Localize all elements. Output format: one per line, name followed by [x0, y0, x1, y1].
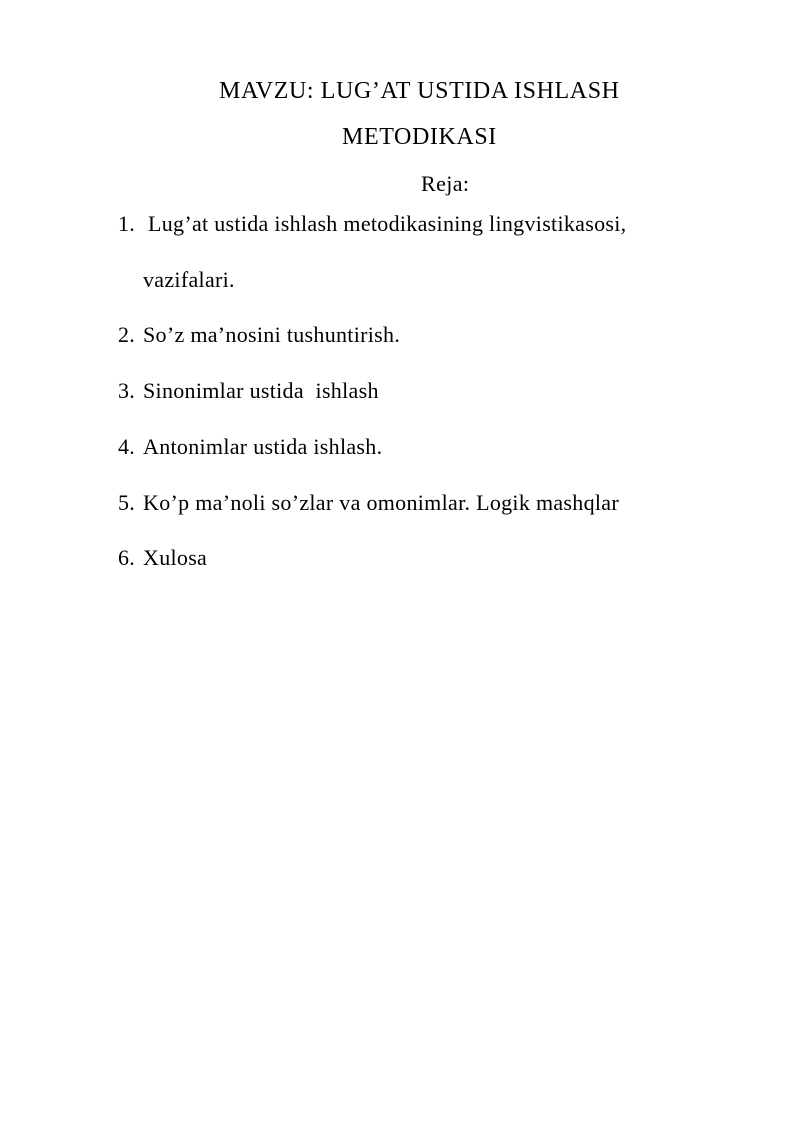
plan-item-text: Sinonimlar ustida ishlash: [143, 378, 379, 403]
plan-item-2: [118, 322, 400, 348]
page-title-continued: METODIKASI: [342, 124, 497, 150]
plan-item-4: [118, 434, 382, 460]
plan-item-text: Ko’p ma’noli so’zlar va omonimlar. Logik mashqlar: [143, 490, 619, 515]
plan-item-number: 1.: [118, 211, 136, 236]
plan-item-text: Lug’at ustida ishlash metodikasining lingvistikasosi,: [148, 211, 627, 236]
plan-item-5: [118, 490, 619, 516]
plan-item-number: 5.: [118, 490, 136, 515]
plan-item-1: [118, 211, 626, 237]
plan-item-number: 6.: [118, 545, 136, 570]
page-title: MAVZU: LUG’AT USTIDA ISHLASH: [219, 78, 620, 104]
plan-item-text: Xulosa: [143, 545, 208, 570]
plan-item-3: [118, 378, 379, 404]
plan-item-1-continued: vazifalari.: [143, 267, 235, 292]
plan-item-6: [118, 545, 207, 571]
plan-item-number: 4.: [118, 434, 136, 459]
plan-item-text: Antonimlar ustida ishlash.: [143, 434, 383, 459]
plan-item-number: 3.: [118, 378, 136, 403]
plan-heading: Reja:: [421, 171, 470, 196]
plan-item-text: So’z ma’nosini tushuntirish.: [143, 322, 401, 347]
plan-item-number: 2.: [118, 322, 136, 347]
